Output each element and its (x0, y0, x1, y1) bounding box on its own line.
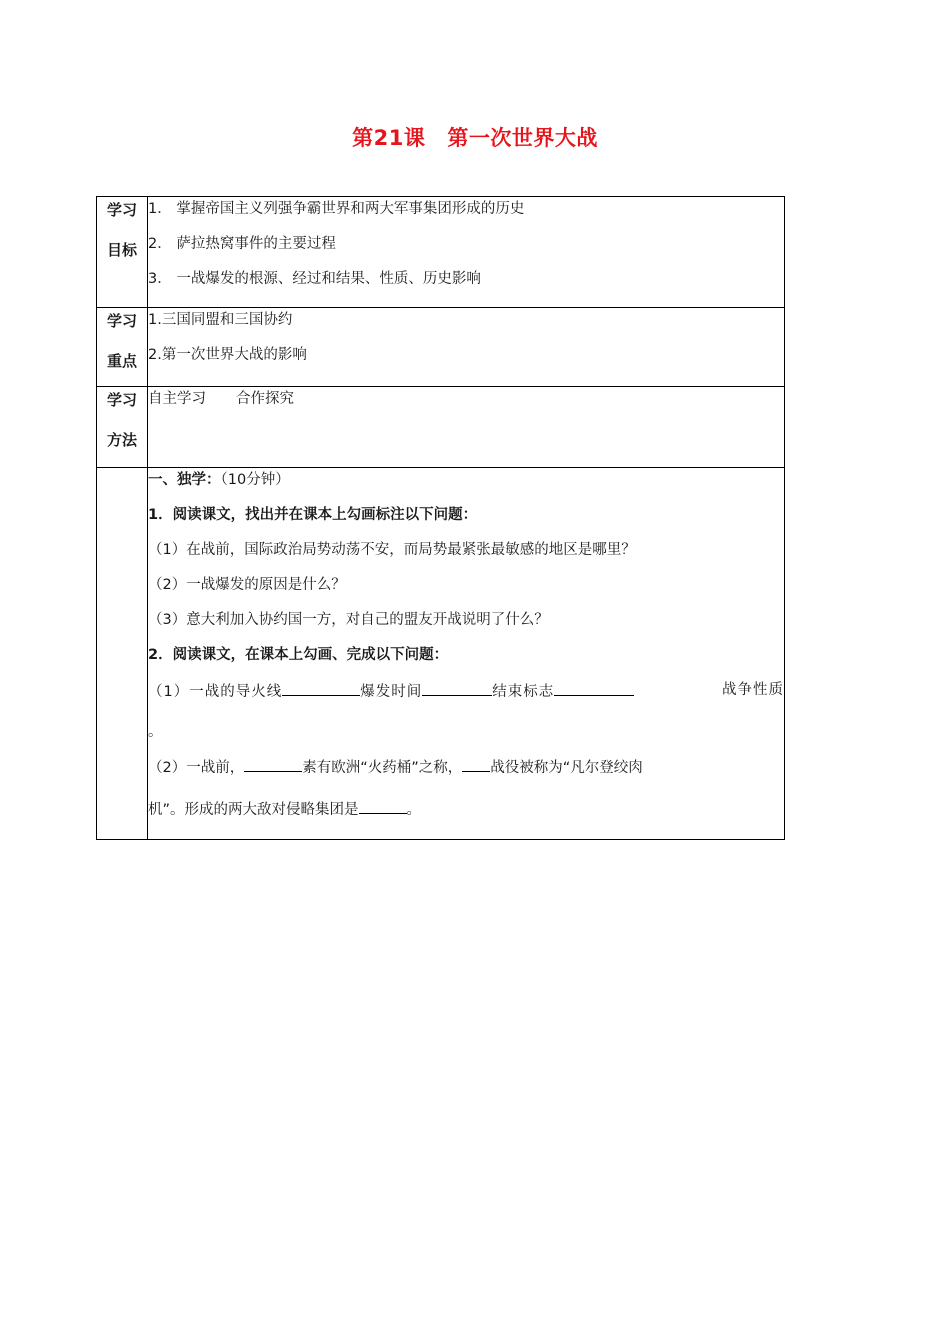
goal-item: 3． 一战爆发的根源、经过和结果、性质、历史影响 (148, 271, 481, 287)
blank-powder-keg[interactable] (244, 756, 302, 772)
question-1-title: 1．阅读课文，找出并在课本上勾画标注以下问题： (148, 507, 478, 523)
study-label (97, 468, 148, 840)
method-cooperation: 合作探究 (236, 391, 294, 407)
page-title (0, 122, 950, 152)
lesson-number: 第21课 (352, 126, 426, 150)
method-row (97, 387, 785, 468)
question-1-item: （1）在战前，国际政治局势动荡不安，而局势最紧张最敏感的地区是哪里？ (148, 542, 636, 558)
question-2-2: （2）一战前， 素有欧洲“火药桶”之称， 战役被称为“凡尔登绞肉 机”。形成的两大敌对侵略集团是 。 (148, 756, 784, 820)
study-heading: 一、独学： (148, 472, 221, 488)
question-1-item: （2）一战爆发的原因是什么？ (148, 577, 346, 593)
method-content (148, 387, 785, 468)
goal-item: 1． 掌握帝国主义列强争霸世界和两大军事集团形成的历史 (148, 201, 525, 217)
focus-item: 2.第一次世界大战的影响 (148, 347, 307, 363)
study-time: （10分钟） (220, 472, 290, 488)
blank-alliances[interactable] (359, 798, 407, 814)
study-row (97, 468, 785, 840)
focus-row (97, 308, 785, 387)
blank-fuse[interactable] (282, 680, 360, 696)
blank-start-time[interactable] (422, 680, 492, 696)
question-1-item: （3）意大利加入协约国一方，对自己的盟友开战说明了什么？ (148, 612, 549, 628)
method-label: 学习 方法 (97, 387, 148, 468)
goals-content (148, 197, 785, 308)
question-2-1: （1）一战的导火线 爆发时间 结束标志 战争性质 。 (148, 682, 784, 740)
question-2-title: 2．阅读课文，在课本上勾画、完成以下问题： (148, 647, 449, 663)
goal-item: 2． 萨拉热窝事件的主要过程 (148, 236, 336, 252)
focus-label: 学习 重点 (97, 308, 148, 387)
method-self-study: 自主学习 (148, 391, 206, 407)
blank-battle[interactable] (462, 756, 490, 772)
focus-content (148, 308, 785, 387)
goals-label: 学习 目标 (97, 197, 148, 308)
lesson-name: 第一次世界大战 (447, 126, 598, 150)
blank-end-sign[interactable] (554, 680, 634, 696)
focus-item: 1.三国同盟和三国协约 (148, 312, 293, 328)
study-content (148, 468, 785, 840)
goals-row (97, 197, 785, 308)
lesson-plan-table (96, 196, 785, 840)
